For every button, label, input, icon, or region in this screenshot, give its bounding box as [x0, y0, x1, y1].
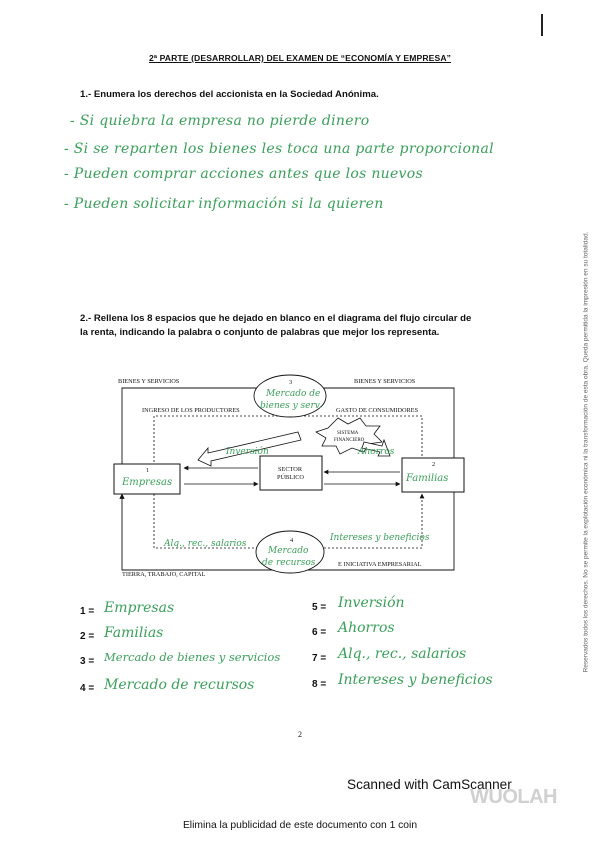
answer-7-value: Alq., rec., salarios	[338, 646, 467, 662]
answer-5-value: Inversión	[338, 595, 405, 611]
arrow-6-answer: Ahorros	[358, 447, 395, 457]
scan-edge-mark	[541, 14, 543, 36]
answer-3-label: 3 =	[80, 656, 95, 667]
label-gasto: GASTO DE CONSUMIDORES	[336, 407, 419, 414]
answer-6-label: 6 =	[312, 627, 327, 638]
flow-7-answer: Alq., rec., salarios	[164, 539, 247, 549]
box-1-number: 1	[146, 467, 150, 474]
answer-3-value: Mercado de bienes y servicios	[104, 650, 281, 664]
sector-label-1: SECTOR	[278, 466, 303, 473]
label-bienes-right: BIENES Y SERVICIOS	[354, 378, 416, 385]
circle-4-answer-a: Mercado	[268, 546, 309, 556]
circle-3-number: 3	[289, 379, 293, 386]
label-bienes-left: BIENES Y SERVICIOS	[118, 378, 180, 385]
answer-2-value: Familias	[104, 625, 164, 641]
handwritten-answer-2: - Si se reparten los bienes les toca una parte proporcional	[64, 141, 494, 157]
flow-8-answer: Intereses y beneficios	[330, 533, 430, 543]
circle-3-answer-b: bienes y serv.	[260, 401, 322, 411]
sistema-label-2: FINANCIERO	[334, 438, 365, 443]
rights-notice: Reservados todos los derechos. No se permite la explotación económica ni la transformación de esta obra. Queda permitida la impresión en su totalidad.	[582, 231, 590, 673]
exam-title: 2ª PARTE (DESARROLLAR) DEL EXAMEN DE “ECONOMÍA Y EMPRESA”	[148, 53, 452, 63]
arrow-5-answer: Inversión	[226, 447, 269, 457]
circle-3-answer-a: Mercado de	[266, 389, 321, 399]
answer-8-value: Intereses y beneficios	[338, 672, 493, 688]
sector-label-2: PÚBLICO	[277, 474, 304, 481]
answer-2-label: 2 =	[80, 631, 95, 642]
question-1: 1.- Enumera los derechos del accionista en la Sociedad Anónima.	[80, 89, 379, 100]
label-ingreso: INGRESO DE LOS PRODUCTORES	[142, 407, 240, 414]
box-1-answer: Empresas	[122, 477, 173, 488]
answer-1-value: Empresas	[104, 600, 175, 616]
box-2-answer: Familias	[406, 473, 449, 484]
circular-flow-diagram	[108, 368, 468, 580]
circle-4-answer-b: de recursos	[262, 558, 316, 568]
camscanner-label: Scanned with CamScanner	[347, 777, 512, 792]
page-number: 2	[298, 730, 302, 739]
answer-6-value: Ahorros	[338, 620, 395, 636]
answer-5-label: 5 =	[312, 602, 327, 613]
answer-7-label: 7 =	[312, 653, 327, 664]
answer-4-label: 4 =	[80, 683, 95, 694]
question-2: 2.- Rellena los 8 espacios que he dejado en blanco en el diagrama del flujo circular de la renta, indicando la palabra o conjunto de palabras que mejor los representa.	[80, 313, 472, 338]
circle-4-number: 4	[290, 537, 294, 544]
remove-ads-footer[interactable]: Elimina la publicidad de este documento con 1 coin	[182, 820, 418, 831]
box-2-number: 2	[432, 461, 436, 468]
wuolah-watermark: WUOLAH	[470, 786, 557, 808]
answer-4-value: Mercado de recursos	[104, 677, 255, 693]
handwritten-answer-4: - Pueden solicitar información si la quieren	[64, 196, 384, 212]
handwritten-answer-1: - Si quiebra la empresa no pierde dinero	[70, 113, 370, 129]
answer-8-label: 8 =	[312, 679, 327, 690]
box-sector-publico	[260, 456, 322, 490]
sistema-label-1: SISTEMA	[337, 431, 359, 436]
label-tierra: TIERRA, TRABAJO, CAPITAL	[122, 571, 206, 578]
handwritten-answer-3: - Pueden comprar acciones antes que los nuevos	[64, 166, 423, 182]
label-iniciativa: E INICIATIVA EMPRESARIAL	[338, 561, 422, 568]
answer-1-label: 1 =	[80, 606, 95, 617]
